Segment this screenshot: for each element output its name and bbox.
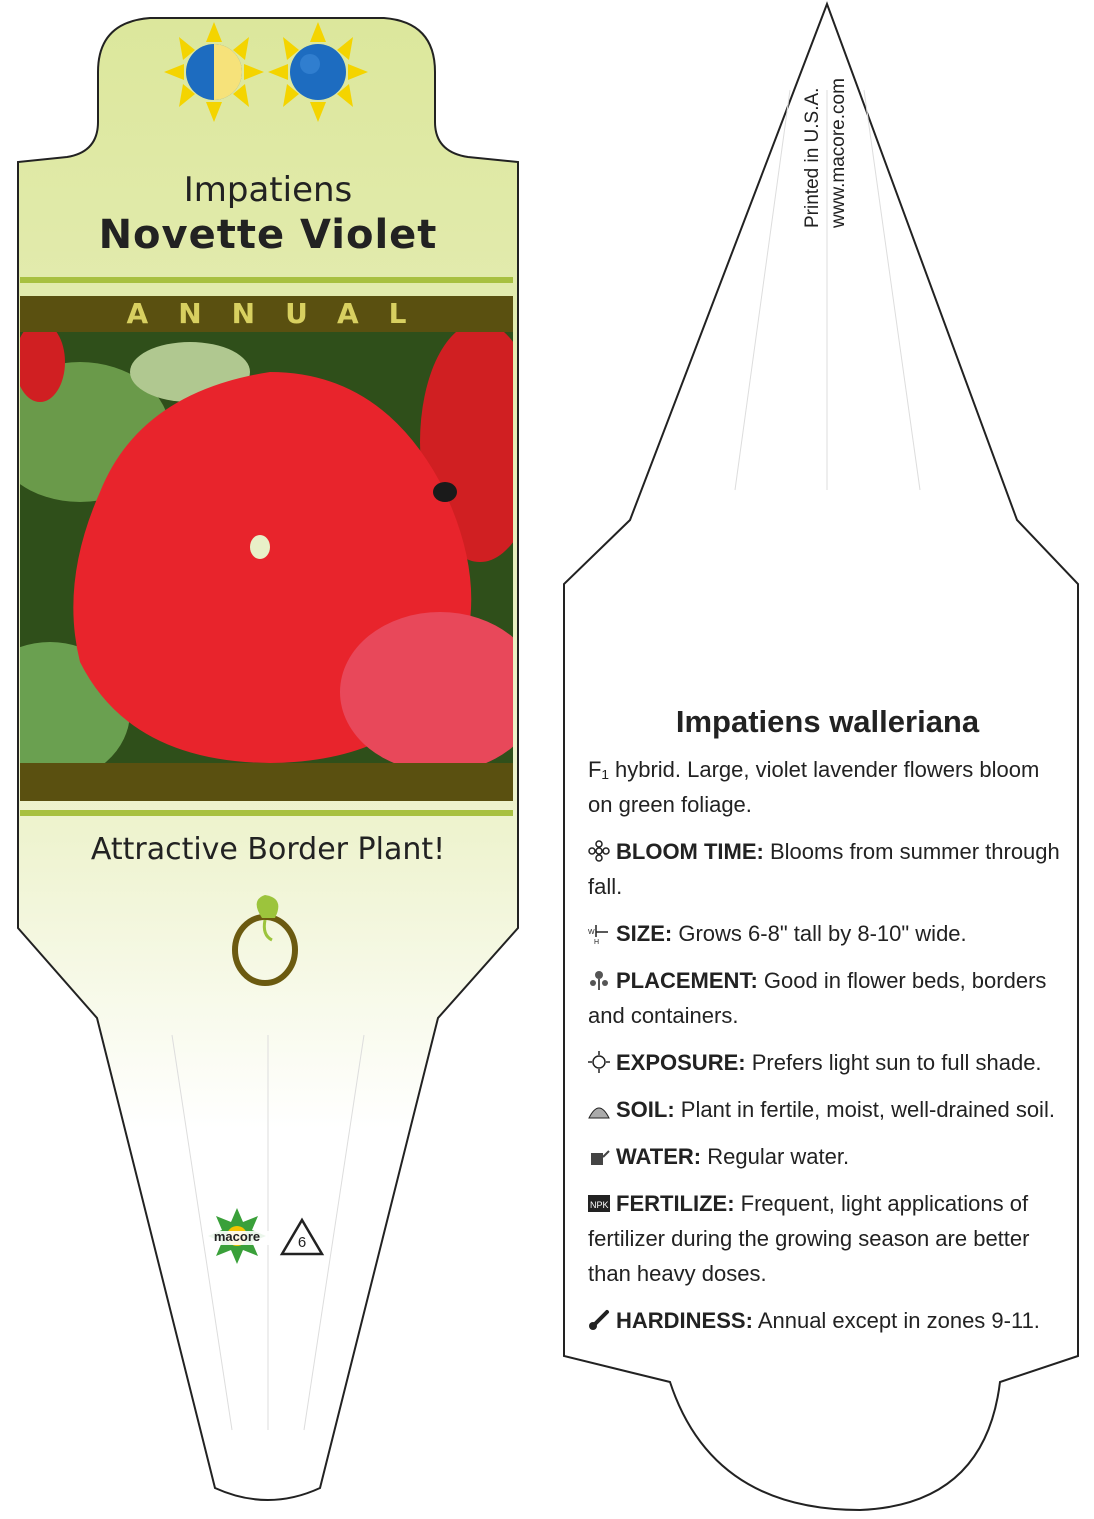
placement-label: PLACEMENT: (616, 968, 758, 993)
care-water (588, 1139, 1068, 1174)
hardiness-label: HARDINESS: (616, 1308, 753, 1333)
soil-icon (588, 1098, 610, 1120)
care-bloom-time (588, 834, 1068, 904)
size-text: Grows 6-8" tall by 8-10" wide. (678, 921, 967, 946)
sun-icon (588, 1051, 610, 1073)
size-label: SIZE: (616, 921, 673, 946)
genus-name: Impatiens (183, 170, 353, 210)
care-hardiness (588, 1303, 1068, 1338)
category-band: ANNUAL (20, 296, 513, 332)
printed-in: Printed in U.S.A. (802, 87, 823, 228)
fertilize-label: FERTILIZE: (616, 1191, 735, 1216)
flower-icon (588, 840, 610, 862)
tagline: Attractive Border Plant! (90, 832, 446, 867)
intro-text: F₁ hybrid. Large, violet lavender flowers bloom on green foliage. (588, 757, 1040, 817)
size-icon-h: H (594, 939, 600, 944)
placement-text: Good in flower beds, borders and containers. (588, 968, 1047, 1028)
size-icon (588, 922, 610, 944)
print-info (800, 78, 852, 228)
placement-icon (588, 969, 610, 991)
exposure-label: EXPOSURE: (616, 1050, 746, 1075)
water-text: Regular water. (707, 1144, 850, 1169)
hardiness-text: Annual except in zones 9-11. (757, 1308, 1040, 1333)
recycle-code: 6 (297, 1234, 307, 1251)
species-name: Impatiens walleriana (675, 704, 980, 739)
bloom-text: Blooms from summer through fall. (588, 839, 1060, 899)
npk-icon (588, 1192, 610, 1214)
soil-text: Plant in fertile, moist, well-drained soil. (680, 1097, 1055, 1122)
brand-name: macore (213, 1229, 261, 1244)
care-info (588, 752, 1068, 1350)
exposure-text: Prefers light sun to full shade. (751, 1050, 1042, 1075)
thermometer-icon (588, 1309, 610, 1331)
npk-label: NPK (590, 1200, 609, 1210)
website: www.macore.com (828, 78, 849, 228)
care-size (588, 916, 1068, 951)
variety-name: Novette Violet (98, 212, 438, 258)
size-icon-w: W (588, 929, 595, 936)
care-exposure (588, 1045, 1068, 1080)
water-label: WATER: (616, 1144, 702, 1169)
care-fertilize (588, 1186, 1068, 1291)
fertilize-text: Frequent, light applications of fertilizer during the growing season are better than heavy doses. (588, 1191, 1030, 1286)
bloom-label: BLOOM TIME: (616, 839, 764, 864)
care-soil (588, 1092, 1068, 1127)
soil-label: SOIL: (616, 1097, 675, 1122)
watering-can-icon (588, 1145, 610, 1167)
care-placement (588, 963, 1068, 1033)
